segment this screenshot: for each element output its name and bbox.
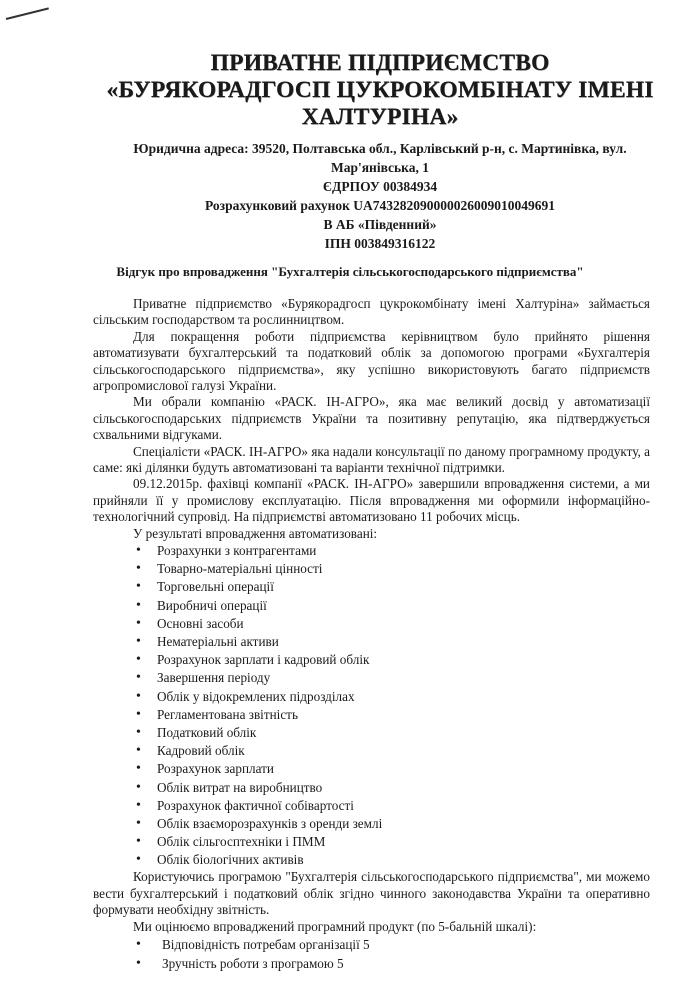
legal-address-line-2: Мар'янівська, 1 [331, 160, 429, 175]
list-item: • Облік витрат на виробництво [157, 779, 650, 797]
paragraph-consultation: Спеціалісти «РАСК. ІН-АГРО» яка надали консультації по даному програмному продукту, а саме: які ділянки будуть автоматизовані та варіанти технічної підтримки. [93, 443, 650, 476]
letter-subject: Відгук про впровадження "Бухгалтерія сільськогосподарського підприємства" [116, 264, 584, 279]
company-title-line-2: «БУРЯКОРАДГОСП ЦУКРОКОМБІНАТУ ІМЕНІ [106, 77, 654, 103]
list-item: • Основні засоби [157, 615, 650, 633]
company-requisites [80, 139, 680, 253]
list-item: • Облік сільгосптехніки і ПММ [157, 833, 650, 851]
list-item: • Торговельні операції [157, 578, 650, 596]
list-item: • Розрахунок фактичної собівартості [157, 797, 650, 815]
bank-name: В АБ «Південний» [323, 217, 437, 232]
letterhead [80, 50, 680, 253]
list-item: • Виробничі операції [157, 597, 650, 615]
bank-account: Розрахунковий рахунок UA743282090000026009010049691 [204, 198, 556, 213]
list-item: • Облік взаєморозрахунків з оренди землі [157, 815, 650, 833]
legal-address-line-1: Юридична адреса: 39520, Полтавська обл., Карлівський р-н, с. Мартинівка, вул. [133, 141, 627, 156]
list-item: • Податковий облік [157, 724, 650, 742]
paragraph-decision: Для покращення роботи підприємства керівництвом було прийнято рішення автоматизувати бухгалтерський та податковий облік за допомогою програми «Бухгалтерія сільськогосподарського підприємства», яку успішно використовують багато підприємств агропромислової галузі України. [93, 328, 650, 394]
list-item: • Розрахунки з контрагентами [157, 542, 650, 560]
company-title-line-1: ПРИВАТНЕ ПІДПРИЄМСТВО [210, 50, 550, 76]
edrpou-code: ЄДРПОУ 00384934 [322, 179, 438, 194]
list-item: • Облік у відокремлених підрозділах [157, 688, 650, 706]
list-item: • Завершення періоду [157, 669, 650, 687]
list-item: • Регламентована звітність [157, 706, 650, 724]
rating-item: • Відповідність потребам організації 5 [162, 935, 650, 954]
list-item: • Товарно-матеріальні цінності [157, 560, 650, 578]
rating-intro: Ми оцінюємо впроваджений програмний продукт (по 5-бальній шкалі): [133, 918, 537, 934]
paragraph-implementation: 09.12.2015р. фахівці компанії «РАСК. ІН-АГРО» завершили впровадження системи, а ми прийняли її у промислову експлуатацію. Після впровадження ми оформили інформаційно-технологічний супровід. На підприємстві автоматизовано 11 робочих місць. [93, 476, 650, 525]
ratings-list [93, 935, 650, 973]
rating-item: • Зручність роботи з програмою 5 [162, 954, 650, 973]
features-intro: У результаті впровадження автоматизовані: [133, 525, 378, 541]
paragraph-closing: Користуючись програмою "Бухгалтерія сільськогосподарського підприємства", ми можемо вести бухгалтерський і податковий облік згідно чинного законодавства України та оперативно формувати необхідну звітність. [93, 869, 650, 918]
list-item: • Кадровий облік [157, 742, 650, 760]
automated-features-list [93, 542, 650, 869]
letter-body [93, 296, 650, 973]
pen-stroke-mark [6, 7, 49, 20]
list-item: • Облік біологічних активів [157, 851, 650, 869]
company-title-line-3: ХАЛТУРІНА» [301, 104, 459, 130]
paragraph-intro: Приватне підприємство «Бурякорадгосп цукрокомбінату імені Халтуріна» займається сільським господарством та рослинництвом. [93, 296, 650, 328]
list-item: • Розрахунок зарплати і кадровий облік [157, 651, 650, 669]
paragraph-vendor-choice: Ми обрали компанію «РАСК. ІН-АГРО», яка має великий досвід у автоматизації сільськогосподарських підприємств України та позитивну репутацію, яка підтверджується схвальними відгуками. [93, 394, 650, 443]
tax-id: ІПН 003849316122 [324, 236, 436, 251]
list-item: • Нематеріальні активи [157, 633, 650, 651]
list-item: • Розрахунок зарплати [157, 760, 650, 778]
